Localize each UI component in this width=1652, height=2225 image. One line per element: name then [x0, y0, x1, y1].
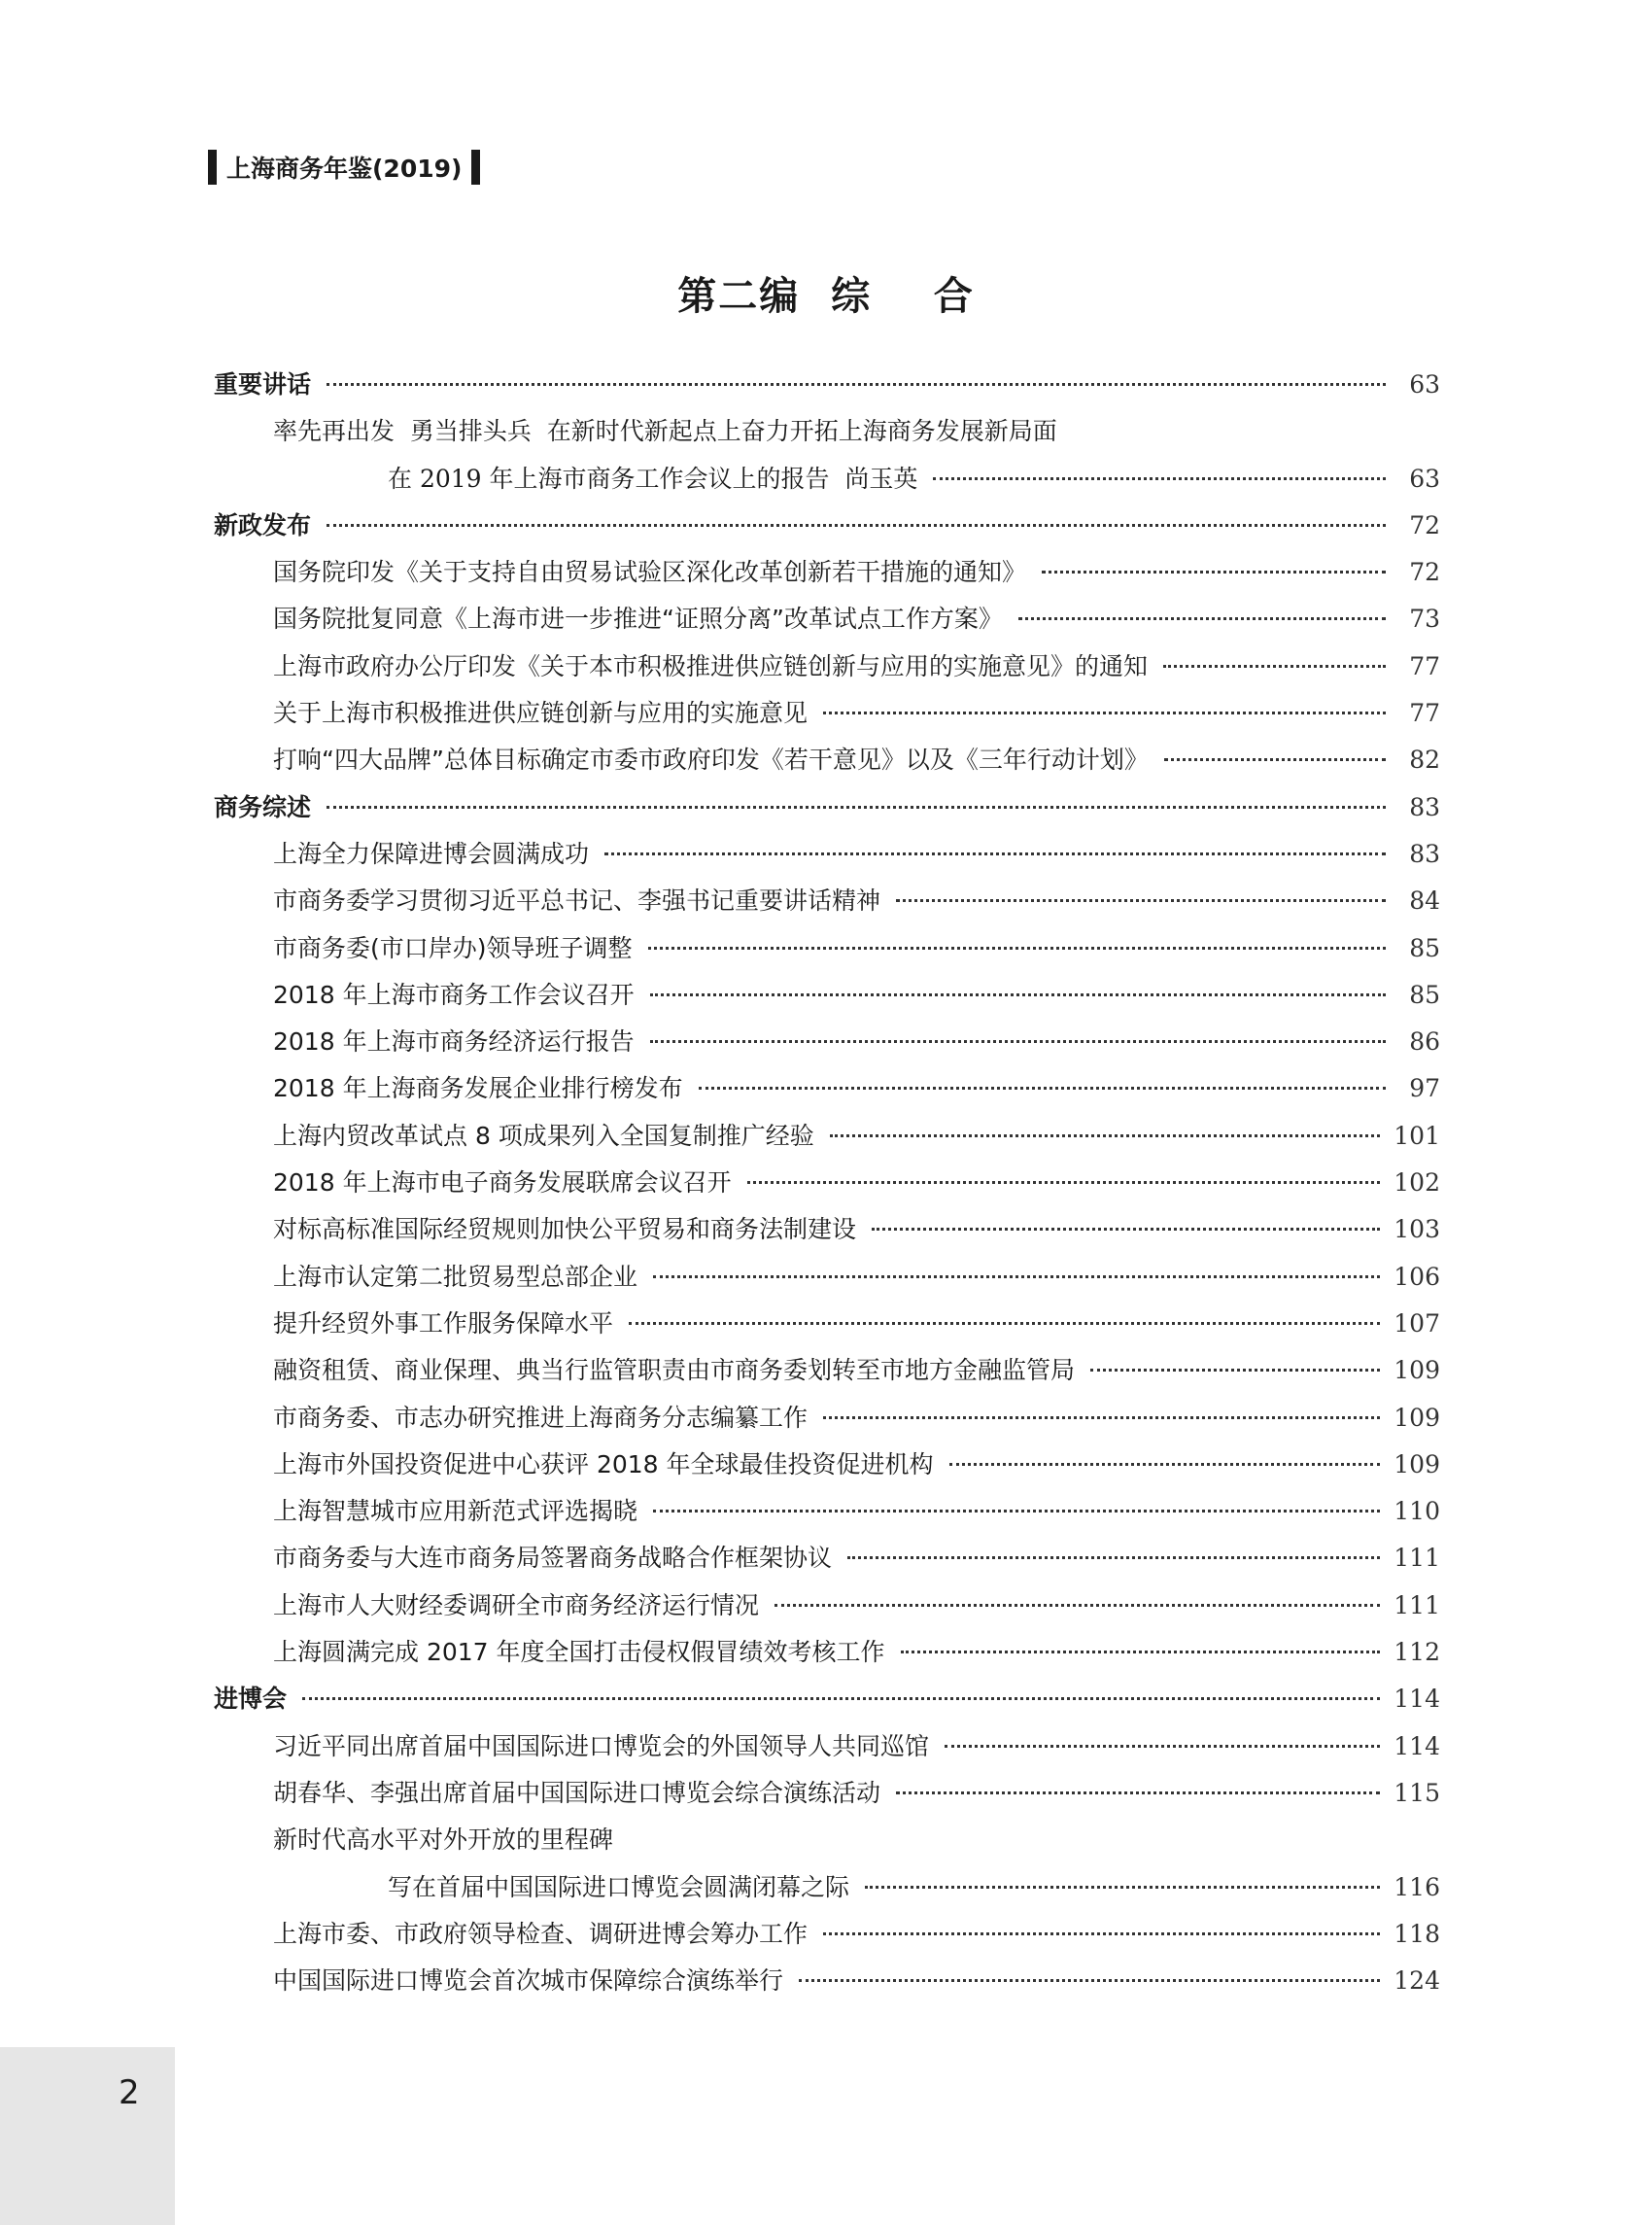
toc-entry-title: 上海市人大财经委调研全市商务经济运行情况: [273, 1590, 760, 1619]
toc-dot-leader: [896, 899, 1386, 902]
toc-entry-title: 市商务委、市志办研究推进上海商务分志编纂工作: [273, 1403, 809, 1432]
toc-page-number: 112: [1394, 1638, 1440, 1667]
toc-entry-title: 在 2019 年上海市商务工作会议上的报告 尚玉英: [388, 464, 918, 493]
toc-entry-title: 上海圆满完成 2017 年度全国打击侵权假冒绩效考核工作: [273, 1638, 885, 1667]
toc-dot-leader: [949, 1463, 1381, 1466]
toc-entry-item[interactable]: [214, 831, 1440, 878]
header-bar-right: [471, 150, 480, 185]
toc-entry-title: 中国国际进口博览会首次城市保障综合演练举行: [273, 1966, 784, 1996]
toc-dot-leader: [747, 1181, 1381, 1184]
toc-page-number: 63: [1409, 370, 1440, 399]
toc-entry-title: 上海市认定第二批贸易型总部企业: [273, 1262, 638, 1291]
header-bar-left: [208, 150, 217, 185]
toc-entry-title: 对标高标准国际经贸规则加快公平贸易和商务法制建设: [273, 1215, 857, 1244]
folio-box: [0, 2047, 175, 2225]
toc-dot-leader: [1018, 617, 1386, 620]
toc-entry-item[interactable]: [214, 1113, 1440, 1160]
toc-entry-title: 国务院批复同意《上海市进一步推进“证照分离”改革试点工作方案》: [273, 605, 1003, 634]
toc-page-number: 124: [1394, 1966, 1440, 1996]
toc-entry-title: 胡春华、李强出席首届中国国际进口博览会综合演练活动: [273, 1778, 881, 1807]
toc-dot-leader: [774, 1604, 1380, 1607]
toc-entry-title: 融资租赁、商业保理、典当行监管职责由市商务委划转至市地方金融监管局: [273, 1356, 1076, 1385]
toc-entry-item[interactable]: [214, 1629, 1440, 1676]
toc-entry-item[interactable]: [214, 1723, 1440, 1770]
toc-entry-title: 2018 年上海市电子商务发展联席会议召开: [273, 1168, 732, 1198]
toc-entry-title: 上海内贸改革试点 8 项成果列入全国复制推广经验: [273, 1121, 814, 1150]
toc-entry-title: 上海全力保障进博会圆满成功: [273, 839, 590, 868]
toc-dot-leader: [1042, 571, 1386, 574]
toc-entry-item[interactable]: [214, 643, 1440, 690]
table-of-contents: [214, 362, 1440, 2004]
toc-entry-title: 上海市外国投资促进中心获评 2018 年全球最佳投资促进机构: [273, 1449, 934, 1478]
toc-page-number: 72: [1409, 558, 1440, 587]
toc-page-number: 77: [1409, 699, 1440, 728]
toc-entry-title: 市商务委学习贯彻习近平总书记、李强书记重要讲话精神: [273, 887, 881, 916]
toc-entry-item[interactable]: [214, 1019, 1440, 1065]
toc-entry-title: 国务院印发《关于支持自由贸易试验区深化改革创新若干措施的通知》: [273, 558, 1027, 587]
toc-dot-leader: [302, 1697, 1380, 1700]
toc-dot-leader: [933, 477, 1386, 480]
toc-entry-item[interactable]: [214, 549, 1440, 596]
toc-entry-item[interactable]: [214, 1347, 1440, 1394]
toc-entry-item[interactable]: [214, 1301, 1440, 1347]
toc-page-number: 109: [1394, 1403, 1440, 1432]
toc-entry-item[interactable]: [214, 1535, 1440, 1582]
toc-entry-title: 进博会: [214, 1685, 288, 1714]
toc-entry-item[interactable]: [214, 1582, 1440, 1629]
toc-dot-leader: [823, 712, 1386, 714]
toc-dot-leader: [653, 1275, 1380, 1278]
toc-entry-section[interactable]: [214, 784, 1440, 831]
toc-entry-item[interactable]: [214, 737, 1440, 783]
toc-page-number: 72: [1409, 510, 1440, 539]
toc-page-number: 86: [1409, 1027, 1440, 1057]
toc-entry-item[interactable]: [214, 925, 1440, 972]
toc-page-number: 97: [1409, 1074, 1440, 1103]
toc-dot-leader: [872, 1228, 1380, 1231]
toc-page-number: 109: [1394, 1356, 1440, 1385]
toc-page-number: 102: [1394, 1168, 1440, 1198]
toc-entry-title: 2018 年上海市商务工作会议召开: [273, 980, 635, 1009]
toc-entry-item[interactable]: [214, 1254, 1440, 1301]
toc-entry-title: 打响“四大品牌”总体目标确定市委市政府印发《若干意见》以及《三年行动计划》: [273, 746, 1149, 775]
toc-page-number: 63: [1409, 464, 1440, 493]
toc-dot-leader: [648, 947, 1386, 950]
toc-entry-sub[interactable]: [214, 1864, 1440, 1911]
toc-dot-leader: [896, 1791, 1380, 1794]
toc-page-number: 77: [1409, 651, 1440, 680]
running-header-text: 上海商务年鉴(2019): [226, 155, 463, 183]
toc-entry-item[interactable]: [214, 1817, 1440, 1863]
toc-dot-leader: [823, 1416, 1380, 1419]
toc-entry-item[interactable]: [214, 1488, 1440, 1535]
toc-entry-title: 写在首届中国国际进口博览会圆满闭幕之际: [388, 1872, 850, 1901]
toc-dot-leader: [823, 1932, 1380, 1935]
toc-dot-leader: [699, 1087, 1386, 1090]
toc-entry-item[interactable]: [214, 1160, 1440, 1206]
toc-page-number: 109: [1394, 1449, 1440, 1478]
toc-entry-item[interactable]: [214, 972, 1440, 1019]
toc-dot-leader: [1163, 665, 1386, 668]
toc-entry-item[interactable]: [214, 690, 1440, 737]
toc-page-number: 83: [1409, 792, 1440, 821]
toc-entry-title: 新政发布: [214, 510, 312, 539]
toc-entry-title: 新时代高水平对外开放的里程碑: [273, 1825, 614, 1855]
toc-dot-leader: [650, 1040, 1386, 1043]
toc-dot-leader: [650, 993, 1386, 996]
toc-entry-title: 率先再出发 勇当排头兵 在新时代新起点上奋力开拓上海商务发展新局面: [273, 417, 1057, 446]
toc-entry-title: 上海智慧城市应用新范式评选揭晓: [273, 1497, 638, 1526]
toc-entry-sub[interactable]: [214, 456, 1440, 503]
toc-entry-item[interactable]: [214, 1395, 1440, 1442]
toc-dot-leader: [327, 383, 1386, 386]
toc-entry-title: 市商务委与大连市商务局签署商务战略合作框架协议: [273, 1544, 833, 1573]
toc-page-number: 84: [1409, 887, 1440, 916]
toc-entry-title: 2018 年上海市商务经济运行报告: [273, 1027, 635, 1057]
toc-page-number: 101: [1394, 1121, 1440, 1150]
toc-dot-leader: [865, 1886, 1380, 1889]
part-title: 第二编 综 合: [677, 273, 975, 319]
toc-entry-item[interactable]: [214, 1442, 1440, 1488]
toc-dot-leader: [629, 1322, 1380, 1325]
toc-entry-title: 习近平同出席首届中国国际进口博览会的外国领导人共同巡馆: [273, 1731, 930, 1760]
toc-page-number: 106: [1394, 1262, 1440, 1291]
toc-entry-title: 关于上海市积极推进供应链创新与应用的实施意见: [273, 699, 809, 728]
toc-page-number: 73: [1409, 605, 1440, 634]
toc-entry-item[interactable]: [214, 1770, 1440, 1817]
toc-entry-title: 上海市委、市政府领导检查、调研进博会筹办工作: [273, 1919, 809, 1948]
toc-entry-section[interactable]: [214, 503, 1440, 549]
toc-dot-leader: [604, 852, 1386, 855]
toc-page-number: 118: [1394, 1919, 1440, 1948]
toc-entry-section[interactable]: [214, 362, 1440, 408]
toc-dot-leader: [945, 1745, 1380, 1748]
toc-page-number: 85: [1409, 933, 1440, 962]
toc-entry-item[interactable]: [214, 1958, 1440, 2004]
toc-entry-title: 2018 年上海商务发展企业排行榜发布: [273, 1074, 683, 1103]
toc-page-number: 110: [1394, 1497, 1440, 1526]
running-header: [208, 148, 480, 187]
toc-entry-section[interactable]: [214, 1676, 1440, 1722]
toc-dot-leader: [653, 1510, 1380, 1512]
toc-page-number: 111: [1394, 1544, 1440, 1573]
toc-entry-item[interactable]: [214, 408, 1440, 455]
toc-dot-leader: [847, 1556, 1380, 1559]
toc-entry-title: 提升经贸外事工作服务保障水平: [273, 1308, 614, 1338]
toc-entry-item[interactable]: [214, 1206, 1440, 1253]
toc-entry-item[interactable]: [214, 596, 1440, 643]
toc-page-number: 107: [1394, 1308, 1440, 1338]
toc-page-number: 83: [1409, 839, 1440, 868]
toc-entry-title: 商务综述: [214, 792, 312, 821]
toc-entry-item[interactable]: [214, 878, 1440, 924]
toc-page-number: 82: [1409, 746, 1440, 775]
toc-dot-leader: [1164, 758, 1386, 761]
toc-dot-leader: [830, 1134, 1380, 1137]
toc-dot-leader: [799, 1979, 1380, 1982]
toc-page-number: 116: [1394, 1872, 1440, 1901]
toc-entry-title: 市商务委(市口岸办)领导班子调整: [273, 933, 633, 962]
toc-page-number: 103: [1394, 1215, 1440, 1244]
toc-dot-leader: [1090, 1369, 1380, 1372]
toc-entry-item[interactable]: [214, 1065, 1440, 1112]
toc-page-number: 114: [1394, 1731, 1440, 1760]
toc-dot-leader: [901, 1651, 1381, 1653]
toc-page-number: 115: [1394, 1778, 1440, 1807]
toc-page-number: 114: [1394, 1685, 1440, 1714]
toc-dot-leader: [327, 806, 1386, 809]
toc-page-number: 85: [1409, 980, 1440, 1009]
toc-entry-item[interactable]: [214, 1911, 1440, 1958]
toc-dot-leader: [327, 524, 1386, 527]
toc-entry-title: 重要讲话: [214, 370, 312, 399]
toc-entry-title: 上海市政府办公厅印发《关于本市积极推进供应链创新与应用的实施意见》的通知: [273, 651, 1149, 680]
toc-page-number: 111: [1394, 1590, 1440, 1619]
page-number: 2: [119, 2073, 140, 2112]
